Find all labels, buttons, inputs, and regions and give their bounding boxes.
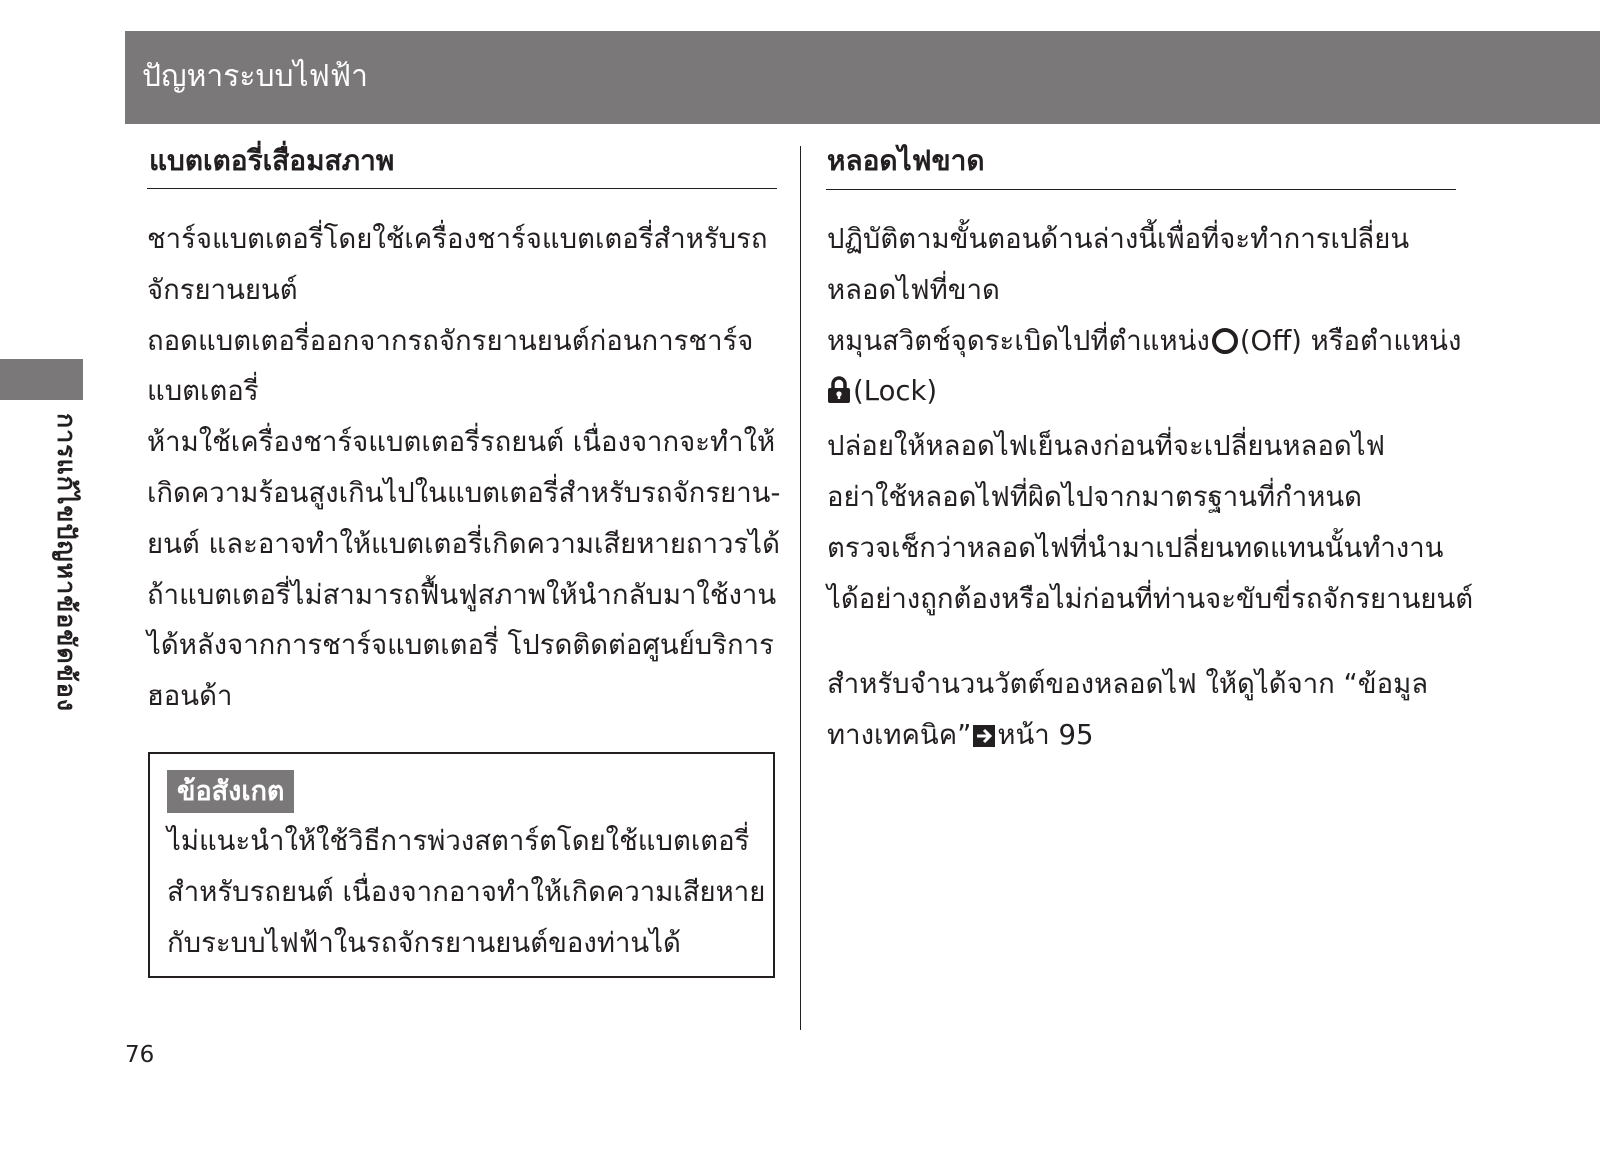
side-tab-label: การแก้ไขปัญหาข้อขัดข้อง bbox=[52, 413, 81, 712]
battery-heading: แบตเตอรี่เสื่อมสภาพ bbox=[149, 144, 395, 177]
text-line: ตรวจเช็กว่าหลอดไฟที่นำมาเปลี่ยนทดแทนนั้นทำงาน bbox=[827, 531, 1444, 564]
battery-paragraph bbox=[147, 214, 780, 722]
text-line: ได้อย่างถูกต้องหรือไม่ก่อนที่ท่านจะขับขี่รถจักรยานยนต์ bbox=[827, 582, 1474, 615]
text-line: ชาร์จแบตเตอรี่โดยใช้เครื่องชาร์จแบตเตอรี่สำหรับรถ bbox=[147, 223, 768, 255]
note-title: ข้อสังเกต bbox=[167, 770, 294, 813]
bulb-paragraph bbox=[827, 214, 1473, 764]
heading-rule-left bbox=[147, 188, 777, 189]
note-line: สำหรับรถยนต์ เนื่องจากอาจทำให้เกิดความเสียหาย bbox=[167, 876, 766, 908]
note-line: ไม่แนะนำให้ใช้วิธีการพ่วงสตาร์ตโดยใช้แบตเตอรี่ bbox=[167, 825, 750, 857]
text-line: ปล่อยให้หลอดไฟเย็นลงก่อนที่จะเปลี่ยนหลอดไฟ bbox=[827, 430, 1385, 463]
bulb-heading: หลอดไฟขาด bbox=[827, 144, 985, 177]
side-tab-marker bbox=[0, 359, 83, 400]
text-span: หมุนสวิตช์จุดระเบิดไปที่ตำแหน่ง bbox=[827, 324, 1210, 357]
text-line bbox=[827, 710, 1473, 764]
lock-icon bbox=[827, 370, 851, 421]
text-line: ปฏิบัติตามขั้นตอนด้านล่างนี้เพื่อที่จะทำการเปลี่ยน bbox=[827, 223, 1410, 255]
text-span: ทางเทคนิค” bbox=[827, 719, 972, 752]
header-band bbox=[125, 31, 1600, 124]
text-line: ฮอนด้า bbox=[147, 680, 233, 713]
text-line: สำหรับจำนวนวัตต์ของหลอดไฟ ให้ดูได้จาก “ข้อมูล bbox=[827, 668, 1429, 701]
paragraph-spacer bbox=[827, 624, 1473, 659]
text-line bbox=[827, 366, 1473, 421]
text-line: อย่าใช้หลอดไฟที่ผิดไปจากมาตรฐานที่กำหนด bbox=[827, 480, 1363, 513]
text-line: ห้ามใช้เครื่องชาร์จแบตเตอรี่รถยนต์ เนื่องจากจะทำให้ bbox=[147, 426, 776, 459]
text-span: (Off) หรือตำแหน่ง bbox=[1239, 324, 1462, 357]
text-span: หน้า 95 bbox=[997, 719, 1094, 752]
text-span: (Lock) bbox=[853, 375, 938, 408]
page-number: 76 bbox=[125, 1042, 155, 1068]
note-body bbox=[167, 816, 765, 969]
text-line: ถอดแบตเตอรี่ออกจากรถจักรยานยนต์ก่อนการชาร์จ bbox=[147, 324, 754, 357]
note-line: กับระบบไฟฟ้าในรถจักรยานยนต์ของท่านได้ bbox=[167, 927, 681, 959]
text-line bbox=[827, 316, 1473, 367]
page-reference-arrow-icon bbox=[973, 713, 995, 764]
text-line: ยนต์ และอาจทำให้แบตเตอรี่เกิดความเสียหายถาวรได้ bbox=[147, 527, 780, 560]
text-line: จักรยานยนต์ bbox=[147, 273, 298, 306]
text-line: เกิดความร้อนสูงเกินไปในแบตเตอรี่สำหรับรถจักรยาน- bbox=[147, 476, 781, 509]
page-title: ปัญหาระบบไฟฟ้า bbox=[142, 59, 368, 94]
off-position-icon bbox=[1212, 328, 1238, 354]
text-line: ถ้าแบตเตอรี่ไม่สามารถฟื้นฟูสภาพให้นำกลับมาใช้งาน bbox=[147, 578, 777, 611]
note-box bbox=[148, 752, 775, 978]
heading-rule-right bbox=[826, 189, 1456, 190]
text-line: ได้หลังจากการชาร์จแบตเตอรี่ โปรดติดต่อศูนย์บริการ bbox=[147, 629, 774, 662]
column-divider bbox=[800, 146, 801, 1030]
text-line: หลอดไฟที่ขาด bbox=[827, 273, 1000, 306]
text-line: แบตเตอรี่ bbox=[147, 375, 259, 408]
